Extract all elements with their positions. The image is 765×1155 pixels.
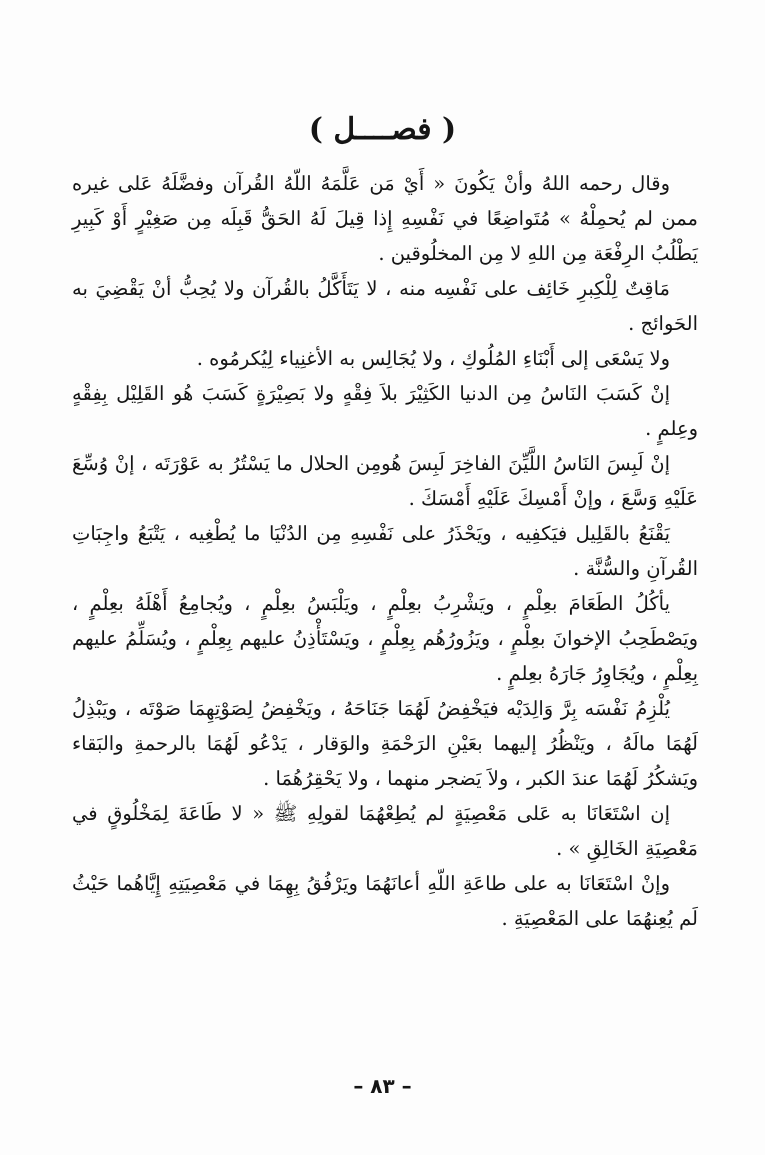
paragraph: إن اسْتَعَانَا به عَلى مَعْصِيَةٍ لم يُطِعْهُمَا لقولِهِ ﷺ « لا طَاعَةَ لِمَخْلُوقٍ في مَعْصِيَةِ الخَالِقِ » . (72, 802, 698, 860)
paragraph: ولا يَسْعَى إلى أَبْنَاءِ المُلُوكِ ، ولا يُجَالِس به الأغنِياء لِيُكرمُوه . (196, 347, 670, 370)
body-text (72, 166, 698, 936)
paragraph: وإنْ اسْتَعَانَا به على طاعَةِ اللّهِ أعانَهُمَا ويَرْفُقُ بِهِمَا في مَعْصِيَتِهِ إِيَّاهُما حَيْثُ لَم يُعِنهُمَا على المَعْصِيَةِ . (72, 872, 698, 930)
paragraph: وقال رحمه اللهُ وأنْ يَكُونَ « أَيْ مَن عَلَّمَهُ اللّهُ القُرآن وفضَّلَهُ عَلى غيره ممن لم يُحمِلْهُ » مُتَواضِعًا في نَفْسِهِ إِذا قِيلَ لَهُ الحَقُّ قَبِلَه مِن صَغِيْرٍ أَوْ كَبِيرِ يَطْلُبُ الرِفْعَة مِن اللهِ لا مِن المخلُوقين . (72, 172, 698, 265)
page-number: – ٨٣ – (353, 1074, 412, 1098)
section-heading: ( فصــــل ) (308, 112, 457, 147)
paragraph: إنْ كَسَبَ النَاسُ مِن الدنيا الكَثِيْرَ بلاَ فِقْهٍ ولا بَصِيْرَةٍ كَسَبَ هُو القَلِيْل بِفِقْهٍ وعِلمٍ . (72, 382, 698, 440)
paragraph: إنْ لَبِسَ النَاسُ اللَّيِّنَ الفاخِرَ لَبِسَ هُومِن الحلال ما يَسْتُرُ به عَوْرَتَه ، إنْ وُسِّعَ عَلَيْهِ وَسَّعَ ، وإنْ أَمْسِكَ عَلَيْهِ أَمْسَكَ . (72, 452, 698, 510)
paragraph: مَاقِتٌ لِلْكِبرِ خَائِف على نَفْسِه منه ، لا يَتَأَكَّلُ بالقُرآن ولا يُحِبُّ أنْ يَقْضِيَ به الحَوائج . (72, 277, 698, 335)
paragraph: يُلْزِمُ نَفْسَه بِرَّ وَالِدَيْه فيَخْفِضُ لَهُمَا جَنَاحَهُ ، ويَخْفِضُ لِصَوْتِهِمَا صَوْتَه ، ويَبْذِلُ لَهُمَا مالَهُ ، ويَنْظُرُ إليهما بعَيْنِ الرَحْمَةِ والوَقار ، يَدْعُو لَهُمَا بالرحمةِ والبَقاء ويَشكُرُ لَهُمَا عندَ الكبر ، ولاَ يَضجر منهما ، ولا يَحْقِرُهُمَا . (72, 697, 698, 790)
paragraph: يأكُلُ الطَعَامَ بعِلْمٍ ، ويَشْرِبُ بعِلْمٍ ، ويَلْبَسُ بعِلْمٍ ، ويُجامِعُ أَهْلَهُ بعِلْمٍ ، ويَصْطَحِبُ الإخوانَ بعِلْمٍ ، ويَزُورُهُم بِعِلْمٍ ، ويَسْتَأْذِنُ عليهم بِعِلْمٍ ، ويُسَلِّمُ عليهم بِعِلْمٍ ، ويُجَاوِرُ جَارَهُ بعِلمٍ . (72, 592, 698, 685)
paragraph: يَقْنَعُ بالقَلِيل فيَكفِيه ، ويَحْذَرُ على نَفْسِهِ مِن الدُنْيَا ما يُطْغِيه ، يَتْبَعُ واجِبَاتِ القُرآنِ والسُّنَّة . (72, 522, 698, 580)
